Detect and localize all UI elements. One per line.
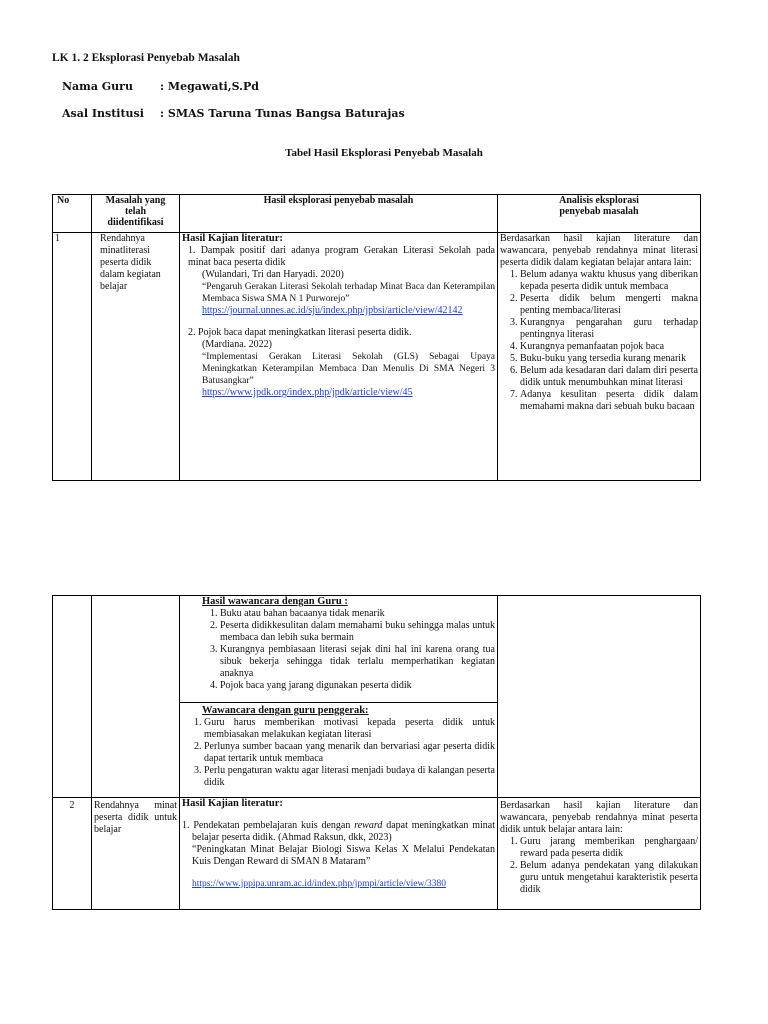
teacher-name-row — [62, 80, 259, 93]
literature-item-text: 1. Pendekatan pembelajaran kuis dengan — [182, 820, 355, 831]
header-masalah: Masalah yang telah diidentifikasi — [92, 195, 180, 233]
analisis-cell — [498, 233, 701, 481]
analisis-list — [500, 269, 698, 413]
wawancara-heading: Hasil wawancara dengan Guru : — [202, 596, 348, 607]
list-item: 1. Guru jarang memberikan penghargaan/ reward pada peserta didik — [520, 836, 698, 860]
row-number: 1 — [53, 233, 92, 481]
table-row — [53, 233, 701, 481]
literature-title: “Pengaruh Gerakan Literasi Sekolah terhadap Minat Baca dan Keterampilan Membaca Siswa SMA N 1 Purworejo” — [202, 282, 495, 304]
list-item: 1. Buku atau bahan bacaanya tidak menarik — [220, 608, 495, 620]
literature-item-text: Pojok baca dapat meningkatkan literasi peserta didik. — [198, 327, 412, 338]
literature-item-text: Dampak positif dari adanya program Gerakan Literasi Sekolah pada minat baca peserta didik — [188, 245, 495, 268]
masalah-cell: Rendahnya minat peserta didik untuk belajar — [92, 798, 180, 910]
list-item: 7. Adanya kesulitan peserta didik dalam memahami makna dari sebuah buku bacaan — [520, 389, 698, 413]
list-item: 3. Kurangnya pembiasaan literasi sejak dini hal ini karena orang tua sibuk bekerja sehingga tidak terlalu memperhatikan kegiatan anaknya — [220, 644, 495, 680]
header-hasil: Hasil eksplorasi penyebab masalah — [180, 195, 498, 233]
institution-label: Asal Institusi — [62, 107, 144, 120]
teacher-name-label: Nama Guru — [62, 80, 133, 93]
masalah-cell: Rendahnya minatliterasi peserta didik dalam kegiatan belajar — [92, 233, 180, 481]
table-title: Tabel Hasil Eksplorasi Penyebab Masalah — [285, 147, 483, 159]
list-item: 2. Peserta didik belum mengerti makna penting membaca/literasi — [520, 293, 698, 317]
list-item: 1. Belum adanya waktu khusus yang diberikan kepada peserta didik untuk membaca — [520, 269, 698, 293]
document-title: LK 1. 2 Eksplorasi Penyebab Masalah — [52, 52, 240, 64]
list-item: 1. Guru harus memberikan motivasi kepada peserta didik untuk membiasakan melakukan kegiatan literasi — [204, 717, 495, 741]
table-header-row — [53, 195, 701, 233]
literature-item-emphasis: reward — [354, 820, 383, 831]
literature-link[interactable]: https://journal.unnes.ac.id/sju/index.php/jpbsi/article/view/42142 — [202, 305, 463, 316]
table-row — [53, 596, 701, 798]
exploration-table — [52, 194, 701, 481]
list-item: 5. Buku-buku yang tersedia kurang menarik — [520, 353, 698, 365]
wawancara-guru-section — [180, 596, 497, 703]
masalah-cell — [92, 596, 180, 798]
penggerak-heading: Wawancara dengan guru penggerak: — [202, 705, 369, 716]
literature-title: “Implementasi Gerakan Literasi Sekolah (GLS) Sebagai Upaya Meningkatkan Keterampilan Membaca Dan Menulis Di SMA Negeri 3 Batusangkar” — [202, 352, 495, 386]
literature-author: (Wulandari, Tri dan Haryadi. 2020) — [202, 269, 344, 280]
literature-item: 1. Dampak positif dari adanya program Gerakan Literasi Sekolah pada minat baca peserta didik — [188, 245, 495, 268]
literature-item — [182, 820, 495, 844]
penggerak-list — [182, 717, 495, 789]
list-item: 6. Belum ada kesadaran dari dalam diri peserta didik untuk menumbuhkan minat literasi — [520, 365, 698, 389]
analisis-cell — [498, 596, 701, 798]
hasil-cell — [180, 798, 498, 910]
institution-row — [62, 107, 405, 120]
literature-item-text: dapat meningkatkan minat belajar peserta didik. (Ahmad Raksun, dkk, 2023) — [192, 820, 495, 843]
list-item: 4. Kurangnya pemanfaatan pojok baca — [520, 341, 698, 353]
header-analisis: Analisis eksplorasi penyebab masalah — [498, 195, 701, 233]
table-row — [53, 798, 701, 910]
literature-item: 2. Pojok baca dapat meningkatkan literasi peserta didik. — [188, 327, 412, 338]
literature-author: (Mardiana. 2022) — [202, 339, 272, 350]
wawancara-list — [182, 608, 495, 692]
institution-value: : SMAS Taruna Tunas Bangsa Baturajas — [160, 107, 405, 120]
literature-link[interactable]: https://www.jppipa.unram.ac.id/index.php/jpmpi/article/view/3380 — [192, 879, 446, 889]
row-number — [53, 596, 92, 798]
kajian-heading: Hasil Kajian literatur: — [182, 233, 283, 244]
hasil-cell — [180, 596, 498, 798]
analisis-list — [500, 836, 698, 896]
list-item: 3. Perlu pengaturan waktu agar literasi menjadi budaya di kalangan peserta didik — [204, 765, 495, 789]
list-item: 4. Pojok baca yang jarang digunakan peserta didik — [220, 680, 495, 692]
hasil-cell — [180, 233, 498, 481]
teacher-name-value: : Megawati,S.Pd — [160, 80, 259, 93]
list-item: 2. Belum adanya pendekatan yang dilakukan guru untuk mengetahui karakteristik peserta didik — [520, 860, 698, 896]
row-number: 2 — [53, 798, 92, 910]
list-item: 2. Perlunya sumber bacaan yang menarik dan bervariasi agar peserta didik dapat tertarik untuk membaca — [204, 741, 495, 765]
wawancara-penggerak-section — [180, 703, 497, 797]
kajian-heading: Hasil Kajian literatur: — [182, 798, 283, 809]
analisis-cell — [498, 798, 701, 910]
header-no: No — [53, 195, 92, 233]
literature-link[interactable]: https://www.jpdk.org/index.php/jpdk/article/view/45 — [202, 387, 413, 398]
analisis-intro: Berdasarkan hasil kajian literature dan wawancara, penyebab rendahnya minat literasi peserta didik dalam kegiatan belajar antara lain: — [500, 233, 698, 268]
exploration-table-continued — [52, 595, 701, 910]
analisis-intro: Berdasarkan hasil kajian literature dan wawancara, penyebab rendahnya minat peserta didik untuk belajar antara lain: — [500, 800, 698, 835]
list-item: 3. Kurangnya pengarahan guru terhadap pentingnya literasi — [520, 317, 698, 341]
literature-title: “Peningkatan Minat Belajar Biologi Siswa Kelas X Melalui Pendekatan Kuis Dengan Reward di SMAN 8 Mataram” — [192, 844, 495, 867]
list-item: 2. Peserta didikkesulitan dalam memahami buku sehingga malas untuk membaca dan lebih suka bermain — [220, 620, 495, 644]
